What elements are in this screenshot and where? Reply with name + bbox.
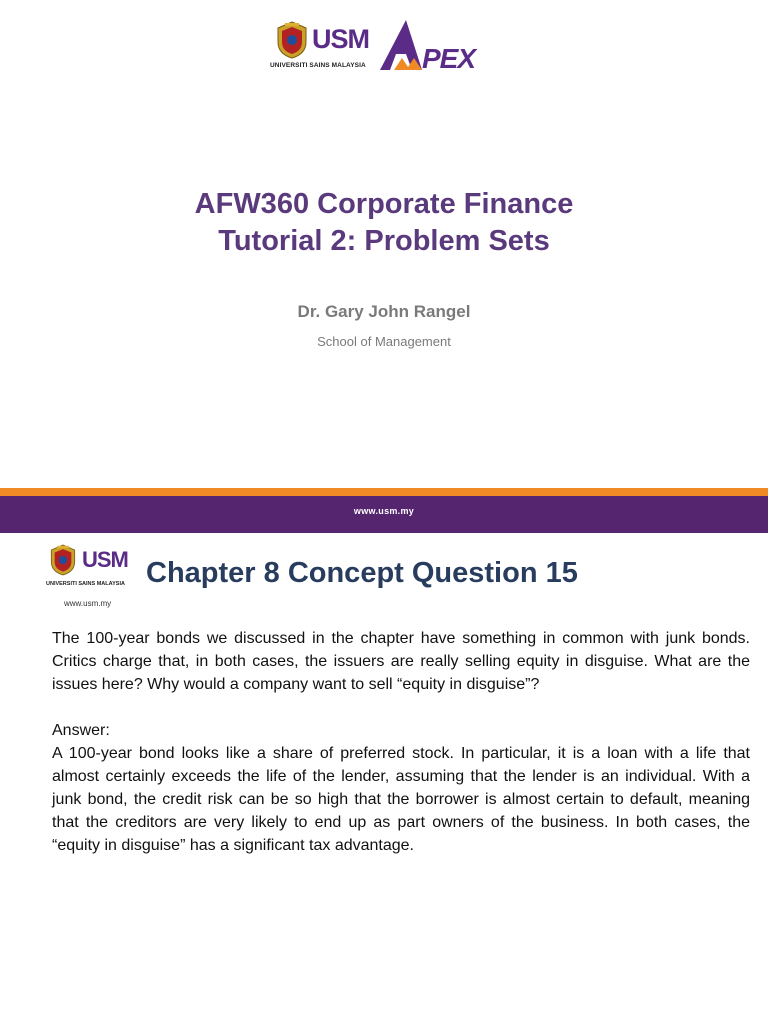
answer-equity-word: equity: [57, 837, 101, 854]
footer-accent-stripe: [0, 488, 768, 496]
author-name: Dr. Gary John Rangel: [297, 302, 471, 321]
usm-subtitle: UNIVERSITI SAINS MALAYSIA: [46, 581, 125, 587]
svg-text:PEX: PEX: [422, 43, 476, 74]
usm-logo-small: [46, 541, 136, 611]
usm-logo: [270, 18, 368, 76]
answer-connector: in: [100, 837, 122, 854]
question-equity-word: equity: [402, 676, 446, 693]
question-connector: in: [445, 676, 467, 693]
usm-wordmark: USM: [312, 24, 369, 54]
usm-wordmark: USM: [82, 547, 128, 572]
presentation-title: [0, 186, 768, 260]
title-line-1: AFW360 Corporate Finance: [194, 188, 574, 220]
slide-title: Chapter 8 Concept Question 15: [146, 557, 578, 589]
title-line-2: Tutorial 2: Problem Sets: [218, 225, 550, 257]
footer-url: www.usm.my: [353, 506, 415, 516]
answer-label: Answer:: [52, 722, 110, 739]
question-slide: [0, 533, 768, 1024]
header-logos: [270, 18, 500, 76]
question-paragraph: [52, 627, 750, 696]
department-name: School of Management: [317, 334, 451, 349]
question-end: ”?: [525, 676, 540, 693]
question-text: The 100-year bonds we discussed in the chapter have something in common with junk bonds. Critics charge that, in both cases, the issuers are really selling equity in disguise. What are the issues here? Why would a company want to sell “: [52, 630, 750, 693]
answer-text: A 100-year bond looks like a share of preferred stock. In particular, it is a loan with a life that almost certainly exceeds the life of the lender, assuming that the lender is an individual. With a junk bond, the credit risk can be so high that the borrower is almost certain to default, meaning that the creditors are very likely to end up as part owners of the business. In both cases, the “: [52, 745, 750, 854]
answer-end: ” has a significant tax advantage.: [180, 837, 414, 854]
usm-crest-icon: [274, 20, 310, 60]
answer-paragraph: [52, 742, 750, 857]
question-disguise-word: disguise: [466, 676, 526, 693]
apex-logo-icon: [376, 18, 500, 76]
usm-subtitle: UNIVERSITI SAINS MALAYSIA: [270, 62, 366, 69]
logo-url: www.usm.my: [64, 599, 112, 608]
slide-body: [52, 627, 750, 857]
usm-crest-icon: [48, 543, 78, 577]
answer-disguise-word: disguise: [121, 837, 181, 854]
